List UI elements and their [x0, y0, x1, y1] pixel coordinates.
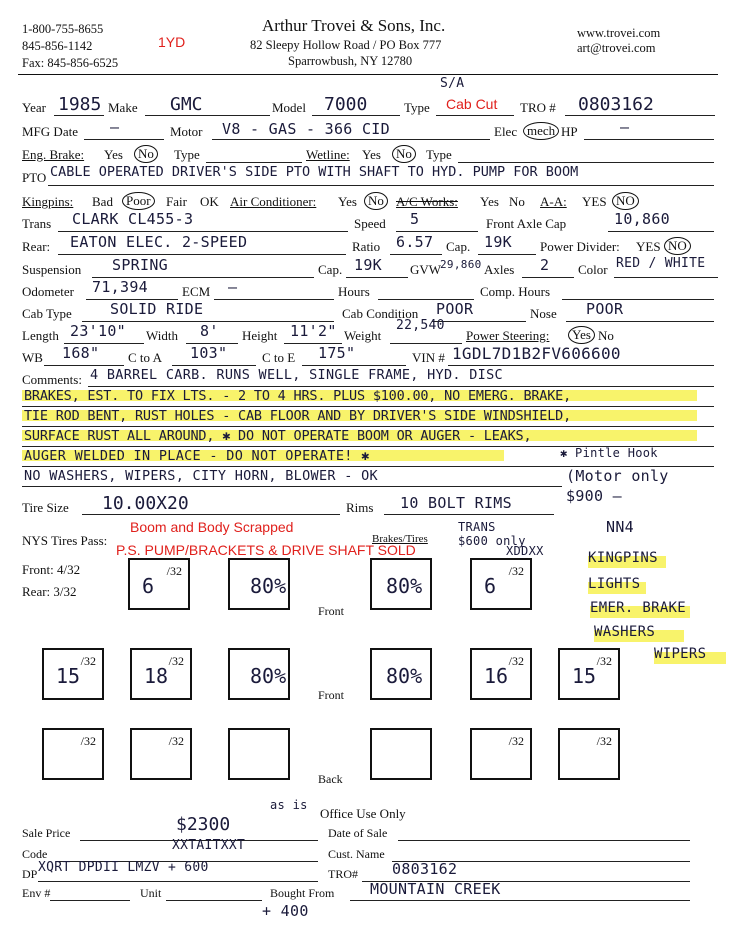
value-rear-cap: 19K [484, 233, 512, 251]
tire-box-back-outer-left: /32 [42, 728, 104, 780]
label-rear-axle: Front [318, 688, 345, 702]
value-gvw: 29,860 [440, 258, 482, 271]
value-dp: XQRT DPDII LMZV + 600 [38, 860, 209, 875]
label-brakes-tires: Brakes/Tires [372, 533, 428, 545]
brake-box-front-left: 80% [228, 558, 290, 610]
label-color: Color [578, 262, 608, 277]
eng-brake-yes: Yes [104, 147, 123, 162]
label-motor: Motor [170, 124, 203, 139]
ac-works-no: No [509, 194, 525, 209]
label-dp: DP [22, 867, 38, 881]
repair-list-wipers: WIPERS [654, 646, 707, 662]
email: art@trovei.com [577, 41, 656, 55]
company-name: Arthur Trovei & Sons, Inc. [262, 16, 446, 35]
label-rims: Rims [346, 500, 374, 515]
value-cab-condition: POOR [436, 300, 474, 318]
value-nose: POOR [586, 300, 624, 318]
brake-box-rear-right: 80% [370, 648, 432, 700]
value-model: 7000 [324, 94, 368, 115]
ac-yes: Yes [338, 194, 357, 209]
label-ratio: Ratio [352, 239, 381, 254]
label-speed: Speed [354, 216, 386, 231]
value-length: 23'10" [70, 322, 126, 340]
tire-box-rear-inner-right: /32 16 [470, 648, 532, 700]
value-mfg-date: — [110, 118, 120, 136]
tire-box-rear-inner-left: /32 18 [130, 648, 192, 700]
value-c-to-a: 103" [190, 344, 228, 362]
value-plus-400: + 400 [262, 902, 309, 920]
ac-works-yes: Yes [480, 194, 499, 209]
tire-box-rear-outer-left: /32 15 [42, 648, 104, 700]
value-front-axle-cap: 10,860 [614, 210, 670, 228]
value-width: 8' [200, 322, 219, 340]
aa-no-circled: NO [612, 192, 639, 210]
label-cust-name: Cust. Name [328, 847, 385, 861]
value-tro-office: 0803162 [392, 860, 458, 878]
aa-yes: YES [582, 194, 607, 209]
value-make: GMC [170, 94, 203, 115]
address-line-2: Sparrowbush, NY 12780 [288, 54, 413, 68]
power-divider-no-circled: NO [664, 237, 691, 255]
label-tire-size: Tire Size [22, 500, 69, 515]
value-susp-cap: 19K [354, 256, 382, 274]
value-tire-size: 10.00X20 [102, 493, 189, 514]
phone-tollfree: 1-800-755-8655 [22, 22, 104, 36]
comment-line-6: NO WASHERS, WIPERS, CITY HORN, BLOWER - OK [24, 468, 378, 484]
value-bought-from: MOUNTAIN CREEK [370, 880, 501, 898]
kingpins-bad: Bad [92, 194, 113, 209]
crossed-out-text: XDDXX [506, 544, 544, 558]
label-make: Make [108, 100, 138, 115]
value-code: XXTAITXXT [172, 838, 246, 853]
value-ratio: 6.57 [396, 233, 434, 251]
label-env: Env # [22, 886, 51, 900]
label-nys-tires-pass: NYS Tires Pass: [22, 533, 108, 548]
kingpins-fair: Fair [166, 194, 187, 209]
label-tro: TRO # [520, 100, 556, 115]
label-hp: HP [561, 124, 578, 139]
value-motor: V8 - GAS - 366 CID [222, 120, 390, 138]
label-hours: Hours [338, 284, 370, 299]
value-type-cab-cut: Cab Cut [446, 96, 498, 112]
phone-local: 845-856-1142 [22, 39, 93, 53]
label-wetline: Wetline: [306, 147, 350, 162]
label-power-divider: Power Divider: [540, 239, 620, 254]
label-height: Height [242, 328, 278, 343]
value-year: 1985 [58, 94, 102, 115]
note-boom-body-scrapped: Boom and Body Scrapped [130, 519, 294, 535]
repair-list-washers: WASHERS [594, 624, 656, 640]
label-eng-brake-type: Type [174, 147, 200, 162]
label-gvw: GVW [410, 262, 442, 277]
label-power-steering: Power Steering: [466, 328, 550, 343]
power-steering-yes-circled: Yes [568, 326, 595, 344]
label-pto: PTO [22, 170, 47, 185]
brake-box-rear-left: 80% [228, 648, 290, 700]
value-tro: 0803162 [578, 94, 654, 115]
repair-list-kingpins: KINGPINS [588, 550, 658, 566]
brake-box-back-left [228, 728, 290, 780]
repair-list-lights: LIGHTS [588, 576, 641, 592]
label-comments: Comments: [22, 372, 82, 387]
label-elec: Elec [494, 124, 518, 139]
kingpins-ok: OK [200, 194, 219, 209]
label-odometer: Odometer [22, 284, 74, 299]
label-comp-hours: Comp. Hours [480, 284, 551, 299]
brake-box-front-right: 80% [370, 558, 432, 610]
label-nose: Nose [530, 306, 557, 321]
label-weight: Weight [344, 328, 382, 343]
value-vin: 1GDL7D1B2FV606600 [452, 344, 621, 363]
wetline-yes: Yes [362, 147, 381, 162]
label-bought-from: Bought From [270, 886, 335, 900]
label-front-axle: Front [318, 604, 345, 618]
eng-brake-no-circled: No [134, 145, 158, 163]
label-vin: VIN # [412, 350, 445, 365]
comment-line-3: TIE ROD BENT, RUST HOLES - CAB FLOOR AND BY DRIVER'S SIDE WINDSHIELD, [24, 408, 572, 424]
label-suspension: Suspension [22, 262, 82, 277]
value-odometer: 71,394 [92, 278, 148, 296]
label-rear: Rear: [22, 239, 51, 254]
label-unit: Unit [140, 886, 162, 900]
comment-line-1: 4 BARREL CARB. RUNS WELL, SINGLE FRAME, HYD. DISC [90, 367, 503, 383]
power-divider-yes: YES [636, 239, 661, 254]
label-wb: WB [22, 350, 43, 365]
tire-box-front-left: /32 6 [128, 558, 190, 610]
value-color: RED / WHITE [616, 256, 706, 271]
label-date-of-sale: Date of Sale [328, 826, 388, 840]
website: www.trovei.com [577, 26, 661, 40]
comment-pintle-hook: ✱ Pintle Hook [560, 446, 658, 460]
value-cab-type: SOLID RIDE [110, 300, 204, 318]
tag-1yd: 1YD [158, 34, 186, 50]
label-year: Year [22, 100, 46, 115]
tire-box-rear-outer-right: /32 15 [558, 648, 620, 700]
comment-line-4: SURFACE RUST ALL AROUND, ✱ DO NOT OPERATE BOOM OR AUGER - LEAKS, [24, 428, 532, 444]
label-cab-condition: Cab Condition [342, 306, 419, 321]
motor-only-note: (Motor only $900 — [566, 467, 669, 505]
value-type-note: S/A [440, 76, 465, 91]
value-ecm: — [228, 278, 238, 296]
ac-no-circled: No [364, 192, 388, 210]
label-ac-works: A/C Works: [396, 194, 458, 209]
label-rear-cap: Cap. [446, 239, 471, 254]
value-wb: 168" [62, 344, 100, 362]
value-mech-circled: mech [523, 122, 559, 140]
tire-box-back-inner-left: /32 [130, 728, 192, 780]
address-line-1: 82 Sleepy Hollow Road / PO Box 777 [250, 38, 442, 52]
label-eng-brake: Eng. Brake: [22, 147, 85, 162]
label-cab-type: Cab Type [22, 306, 72, 321]
header-rule [18, 74, 718, 75]
label-office-use-only: Office Use Only [320, 806, 406, 821]
value-suspension: SPRING [112, 256, 168, 274]
label-front-axle-cap: Front Axle Cap [486, 216, 567, 231]
label-width: Width [146, 328, 178, 343]
label-code: Code [22, 847, 48, 861]
label-rear-spec: Rear: 3/32 [22, 584, 77, 599]
value-rear: EATON ELEC. 2-SPEED [70, 233, 248, 251]
note-ps-pump-sold: P.S. PUMP/BRACKETS & DRIVE SHAFT SOLD [116, 542, 416, 558]
wetline-no-circled: No [392, 145, 416, 163]
fax-number: Fax: 845-856-6525 [22, 56, 119, 70]
label-trans: Trans [22, 216, 52, 231]
label-ecm: ECM [182, 284, 211, 299]
label-c-to-a: C to A [128, 350, 162, 365]
label-c-to-e: C to E [262, 350, 296, 365]
repair-list-emer-brake: EMER. BRAKE [590, 600, 687, 616]
label-sale-price: Sale Price [22, 826, 71, 840]
value-hp: — [620, 118, 630, 136]
label-front-spec: Front: 4/32 [22, 562, 81, 577]
label-aa: A-A: [540, 194, 567, 209]
label-back-axle: Back [318, 772, 343, 786]
comment-line-5: AUGER WELDED IN PLACE - DO NOT OPERATE! ✱ [24, 448, 370, 464]
tire-box-back-inner-right: /32 [470, 728, 532, 780]
trans-600-note: TRANS $600 only [458, 520, 526, 548]
value-pto: CABLE OPERATED DRIVER'S SIDE PTO WITH SHAFT TO HYD. PUMP FOR BOOM [50, 164, 579, 180]
value-rims: 10 BOLT RIMS [400, 494, 512, 512]
value-sale-price: $2300 [176, 814, 231, 835]
value-weight: 22,540 [396, 318, 445, 333]
value-axles: 2 [540, 256, 550, 274]
label-mfg-date: MFG Date [22, 124, 78, 139]
label-air-conditioner: Air Conditioner: [230, 194, 317, 209]
value-speed: 5 [410, 210, 420, 228]
brake-box-back-right [370, 728, 432, 780]
label-kingpins: Kingpins: [22, 194, 74, 209]
note-nn4: NN4 [606, 518, 634, 536]
label-model: Model [272, 100, 306, 115]
label-tro-office: TRO# [328, 867, 358, 881]
label-axles: Axles [484, 262, 515, 277]
value-trans: CLARK CL455-3 [72, 210, 194, 228]
label-wetline-type: Type [426, 147, 452, 162]
comment-line-2: BRAKES, EST. TO FIX LTS. - 2 TO 4 HRS. PLUS $100.00, NO EMERG. BRAKE, [24, 388, 572, 404]
note-as-is: as is [270, 798, 308, 812]
power-steering-no: No [598, 328, 614, 343]
value-height: 11'2" [290, 322, 337, 340]
label-length: Length [22, 328, 59, 343]
label-type: Type [404, 100, 430, 115]
tire-box-front-right: /32 6 [470, 558, 532, 610]
value-c-to-e: 175" [318, 344, 356, 362]
label-susp-cap: Cap. [318, 262, 343, 277]
tire-box-back-outer-right: /32 [558, 728, 620, 780]
kingpins-poor-circled: Poor [122, 192, 155, 210]
